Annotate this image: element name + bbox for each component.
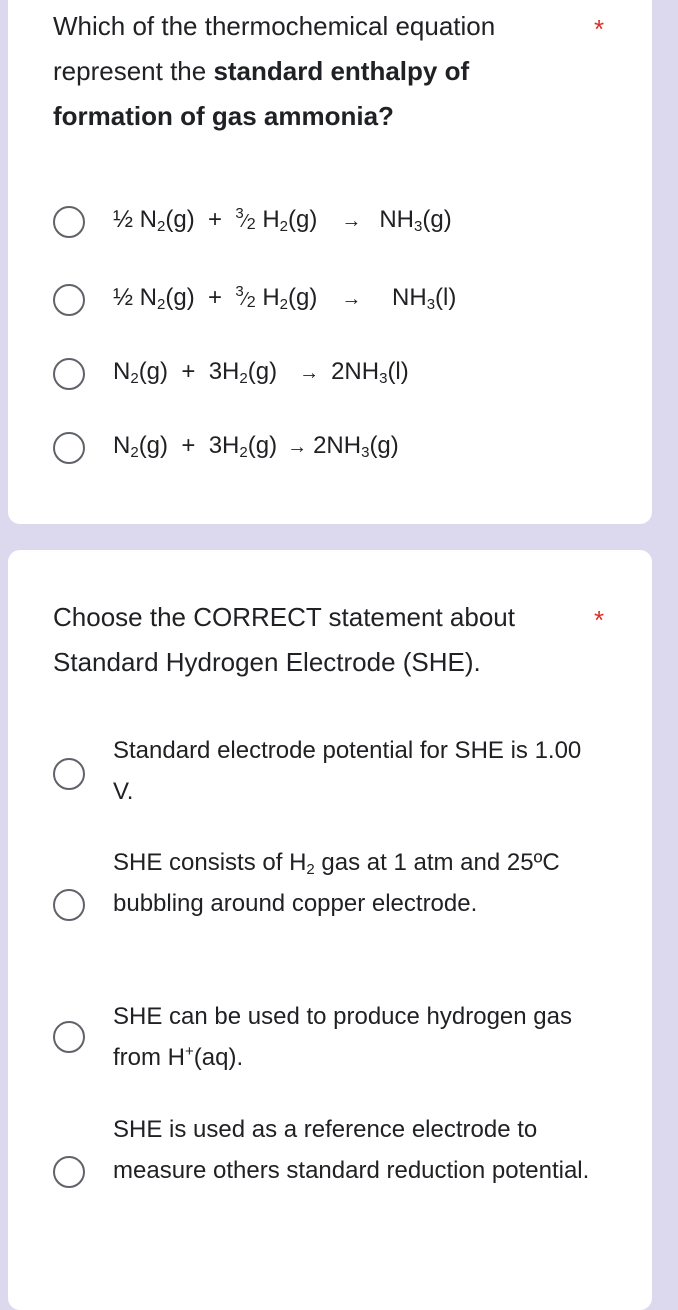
option-she-reference[interactable]	[53, 1109, 633, 1239]
radio-button[interactable]	[53, 1156, 85, 1188]
option-label: ½ $N_2(g)$ + $^3$⁄2 $H_2(g) \to NH_3(l)$	[113, 283, 457, 313]
radio-button[interactable]	[53, 284, 85, 316]
radio-button[interactable]	[53, 206, 85, 238]
option-half-n2-gas-nh3-gas[interactable]	[53, 202, 633, 242]
question-title: Which of the thermochemical equation represent the standard enthalpy of formation of gas ammonia?	[53, 11, 496, 131]
required-asterisk: *	[594, 14, 605, 44]
question-card-enthalpy	[8, 0, 652, 524]
required-asterisk: *	[594, 605, 605, 635]
option-label: Standard electrode potential for SHE is 1.00 V.	[113, 737, 582, 805]
option-n2-gas-2nh3-gas[interactable]	[53, 428, 633, 468]
option-she-potential[interactable]	[53, 730, 633, 820]
option-label: SHE consists of $H_2$ gas at 1 atm and 25ºC bubbling around copper electrode.	[113, 849, 560, 917]
option-n2-gas-2nh3-liquid[interactable]	[53, 354, 633, 394]
option-half-n2-gas-nh3-liquid[interactable]	[53, 280, 633, 320]
option-she-copper[interactable]	[53, 842, 633, 972]
question-card-she	[8, 550, 652, 1310]
option-label: $N_2(g) + 3H_2(g) \to 2NH_3(g)$	[113, 432, 399, 461]
radio-button[interactable]	[53, 432, 85, 464]
radio-button[interactable]	[53, 1021, 85, 1053]
option-she-produce-hydrogen[interactable]	[53, 996, 633, 1086]
question-title: Choose the CORRECT statement about Standard Hydrogen Electrode (SHE).	[53, 602, 515, 677]
option-label: ½ $N_2(g)$ + $^3$⁄2 $H_2(g) \to NH_3(g)$	[113, 205, 452, 235]
option-label: $N_2(g) + 3H_2(g) \to 2NH_3(l)$	[113, 358, 409, 387]
radio-button[interactable]	[53, 889, 85, 921]
option-label: SHE is used as a reference electrode to measure others standard reduction potential.	[113, 1116, 590, 1184]
option-label: SHE can be used to produce hydrogen gas from H+(aq).	[113, 1003, 572, 1071]
radio-button[interactable]	[53, 358, 85, 390]
radio-button[interactable]	[53, 758, 85, 790]
